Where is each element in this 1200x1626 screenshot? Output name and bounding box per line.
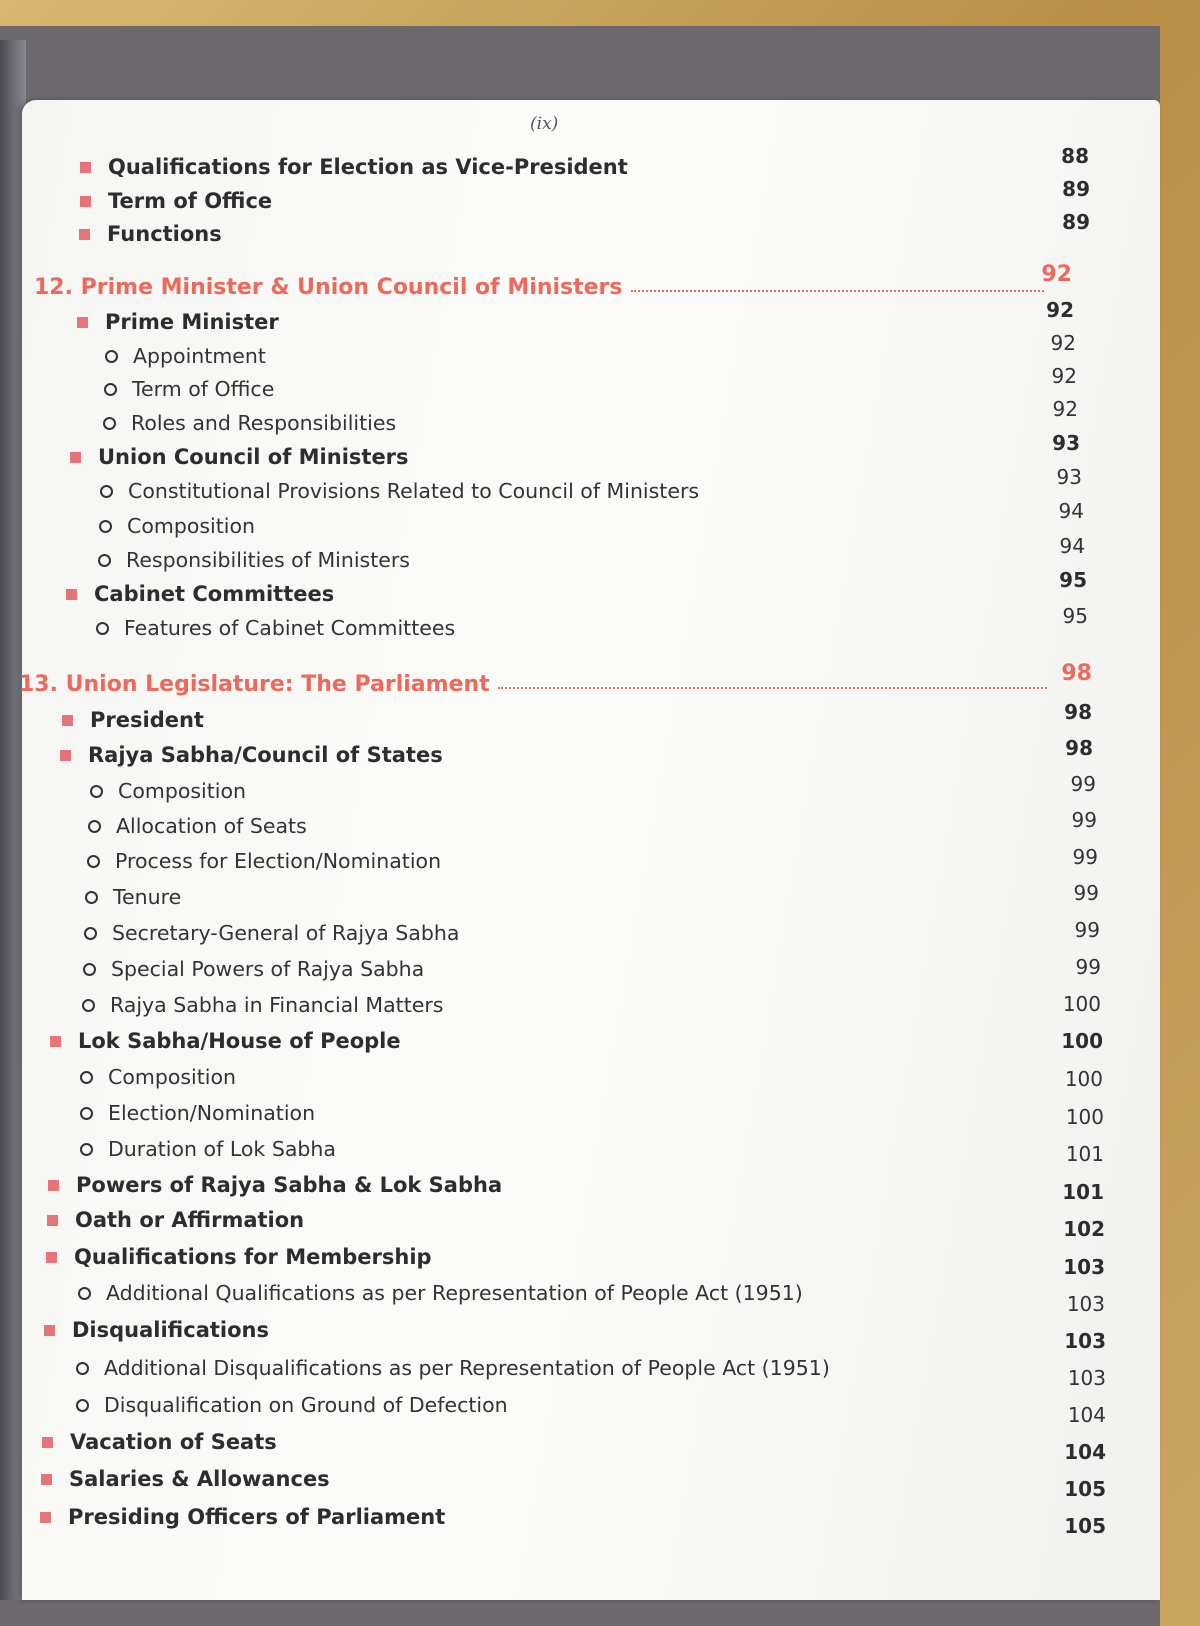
- toc-entry-label: Functions: [107, 222, 222, 246]
- toc-entry-label: Term of Office: [108, 189, 273, 213]
- square-bullet-icon: [80, 196, 91, 207]
- toc-entry-label: Qualifications for Election as Vice-President: [108, 155, 628, 179]
- toc-entry-page: 105: [1064, 1477, 1106, 1501]
- toc-subentry: [100, 476, 699, 506]
- toc-subentry: [90, 776, 246, 806]
- toc-subentry-label: Special Powers of Rajya Sabha: [111, 957, 425, 981]
- toc-subentry: [76, 1390, 508, 1420]
- toc-subentry: [99, 511, 255, 541]
- toc-entry-page: 93: [1052, 431, 1080, 455]
- square-bullet-icon: [41, 1474, 52, 1485]
- toc-subentry-label: Rajya Sabha in Financial Matters: [110, 993, 444, 1017]
- toc-chapter[interactable]: [19, 669, 1051, 699]
- toc-subentry: [85, 882, 181, 912]
- toc-subentry-label: Additional Disqualifications as per Representation of People Act (1951): [104, 1356, 830, 1380]
- square-bullet-icon: [47, 1215, 58, 1226]
- toc-entry-page: 94: [1058, 499, 1084, 523]
- toc-entry-page: 103: [1067, 1366, 1106, 1390]
- circle-bullet-icon: [88, 820, 101, 833]
- toc-subentry-label: Election/Nomination: [108, 1101, 316, 1125]
- leader-dots: [631, 290, 1045, 292]
- toc-entry-page: 100: [1062, 992, 1101, 1016]
- circle-bullet-icon: [76, 1399, 89, 1412]
- toc-subentry: [105, 341, 266, 371]
- square-bullet-icon: [40, 1512, 51, 1523]
- leader-dots: [498, 687, 1047, 689]
- chapter-title: 12. Prime Minister & Union Council of Ministers: [34, 274, 623, 300]
- toc-entry-label: Disqualifications: [72, 1318, 269, 1342]
- toc-entry-page: 103: [1063, 1255, 1105, 1279]
- toc-entry: [60, 740, 443, 770]
- circle-bullet-icon: [104, 383, 117, 396]
- toc-entry: [62, 705, 204, 735]
- square-bullet-icon: [79, 229, 90, 240]
- toc-subentry-label: Term of Office: [132, 377, 275, 401]
- toc-subentry-label: Allocation of Seats: [116, 814, 307, 838]
- toc-entry-page: 89: [1062, 210, 1090, 234]
- circle-bullet-icon: [103, 417, 116, 430]
- toc-entry: [70, 442, 409, 472]
- page-number-label: (ix): [530, 114, 559, 134]
- toc-entry-label: Vacation of Seats: [70, 1430, 277, 1454]
- toc-entry-page: 92: [1052, 397, 1078, 421]
- chapter-title: 13. Union Legislature: The Parliament: [19, 671, 490, 697]
- toc-entry: [66, 579, 334, 609]
- toc-subentry: [96, 613, 455, 643]
- toc-subentry-label: Features of Cabinet Committees: [124, 616, 456, 640]
- square-bullet-icon: [50, 1036, 61, 1047]
- toc-subentry-label: Composition: [118, 779, 247, 803]
- toc-entry-page: 103: [1066, 1292, 1105, 1316]
- toc-entry: [41, 1464, 330, 1494]
- toc-subentry-label: Disqualification on Ground of Defection: [104, 1393, 508, 1417]
- toc-subentry: [78, 1278, 803, 1308]
- toc-entry: [80, 186, 272, 216]
- toc-subentry: [84, 918, 459, 948]
- circle-bullet-icon: [80, 1071, 93, 1084]
- toc-chapter[interactable]: [34, 272, 1048, 302]
- toc-subentry-label: Roles and Responsibilities: [131, 411, 397, 435]
- toc-subentry-label: Composition: [108, 1065, 237, 1089]
- toc-entry-page: 95: [1059, 568, 1087, 592]
- square-bullet-icon: [66, 589, 77, 600]
- toc-subentry-label: Additional Qualifications as per Representation of People Act (1951): [106, 1281, 803, 1305]
- toc-entry-page: 101: [1065, 1142, 1104, 1166]
- circle-bullet-icon: [80, 1143, 93, 1156]
- toc-subentry: [80, 1098, 315, 1128]
- toc-subentry-label: Constitutional Provisions Related to Council of Ministers: [128, 479, 700, 503]
- toc-entry-page: 92: [1050, 331, 1076, 355]
- circle-bullet-icon: [80, 1107, 93, 1120]
- circle-bullet-icon: [78, 1287, 91, 1300]
- toc-subentry: [98, 545, 410, 575]
- toc-subentry-label: Secretary-General of Rajya Sabha: [112, 921, 460, 945]
- toc-entry-page: 103: [1064, 1329, 1106, 1353]
- toc-entry-page: 100: [1061, 1029, 1103, 1053]
- toc-entry-page: 100: [1064, 1067, 1103, 1091]
- toc-entry-page: 99: [1075, 955, 1101, 979]
- toc-entry-page: 102: [1063, 1217, 1105, 1241]
- circle-bullet-icon: [85, 891, 98, 904]
- toc-entry-page: 99: [1073, 881, 1099, 905]
- toc-entry-label: Rajya Sabha/Council of States: [88, 743, 443, 767]
- toc-entry-page: 94: [1059, 534, 1085, 558]
- toc-entry: [79, 219, 222, 249]
- square-bullet-icon: [46, 1252, 57, 1263]
- circle-bullet-icon: [96, 622, 109, 635]
- toc-entry: [42, 1427, 277, 1457]
- toc-subentry-label: Appointment: [133, 344, 266, 368]
- circle-bullet-icon: [76, 1362, 89, 1375]
- toc-entry: [44, 1315, 269, 1345]
- square-bullet-icon: [80, 162, 91, 173]
- toc-subentry: [87, 846, 441, 876]
- toc-subentry: [76, 1353, 830, 1383]
- square-bullet-icon: [60, 750, 71, 761]
- square-bullet-icon: [42, 1437, 53, 1448]
- toc-subentry: [83, 954, 424, 984]
- toc-entry: [77, 307, 279, 337]
- circle-bullet-icon: [82, 999, 95, 1012]
- square-bullet-icon: [62, 715, 73, 726]
- toc-entry-page: 99: [1072, 845, 1098, 869]
- circle-bullet-icon: [98, 554, 111, 567]
- square-bullet-icon: [48, 1180, 59, 1191]
- toc-entry-label: Salaries & Allowances: [69, 1467, 330, 1491]
- toc-entry-label: President: [90, 708, 204, 732]
- square-bullet-icon: [70, 452, 81, 463]
- toc-entry-page: 89: [1062, 177, 1090, 201]
- toc-entry: [50, 1026, 401, 1056]
- toc-entry-page: 104: [1064, 1440, 1106, 1464]
- toc-entry-page: 98: [1065, 736, 1093, 760]
- circle-bullet-icon: [90, 785, 103, 798]
- toc-entry-page: 105: [1064, 1514, 1106, 1538]
- chapter-page: 92: [1041, 262, 1072, 287]
- toc-subentry-label: Tenure: [113, 885, 182, 909]
- circle-bullet-icon: [100, 485, 113, 498]
- square-bullet-icon: [77, 317, 88, 328]
- toc-entry-label: Cabinet Committees: [94, 582, 335, 606]
- circle-bullet-icon: [87, 855, 100, 868]
- toc-entry-page: 98: [1064, 700, 1092, 724]
- circle-bullet-icon: [83, 963, 96, 976]
- toc-entry-page: 99: [1071, 808, 1097, 832]
- toc-entry-page: 88: [1061, 144, 1089, 168]
- circle-bullet-icon: [99, 520, 112, 533]
- toc-entry-label: Powers of Rajya Sabha & Lok Sabha: [76, 1173, 503, 1197]
- toc-entry: [40, 1502, 445, 1532]
- toc-subentry: [103, 408, 396, 438]
- circle-bullet-icon: [84, 927, 97, 940]
- toc-entry-page: 104: [1067, 1403, 1106, 1427]
- toc-entry-page: 95: [1062, 604, 1088, 628]
- toc-entry: [47, 1205, 304, 1235]
- toc-entry: [48, 1170, 502, 1200]
- toc-entry-label: Presiding Officers of Parliament: [68, 1505, 446, 1529]
- toc-subentry-label: Composition: [127, 514, 256, 538]
- toc-entry-label: Union Council of Ministers: [98, 445, 409, 469]
- toc-subentry-label: Duration of Lok Sabha: [108, 1137, 336, 1161]
- toc-subentry-label: Process for Election/Nomination: [115, 849, 442, 873]
- toc-subentry: [104, 374, 274, 404]
- toc-subentry: [80, 1062, 236, 1092]
- circle-bullet-icon: [105, 350, 118, 363]
- square-bullet-icon: [44, 1325, 55, 1336]
- toc-subentry: [88, 811, 307, 841]
- toc-subentry: [80, 1134, 336, 1164]
- toc-entry-page: 92: [1051, 364, 1077, 388]
- toc-entry-label: Qualifications for Membership: [74, 1245, 432, 1269]
- toc-entry-page: 100: [1065, 1105, 1104, 1129]
- toc-entry-label: Prime Minister: [105, 310, 279, 334]
- toc-entry-label: Oath or Affirmation: [75, 1208, 305, 1232]
- chapter-page: 98: [1061, 661, 1092, 686]
- toc-subentry: [82, 990, 443, 1020]
- toc-entry-page: 99: [1074, 918, 1100, 942]
- toc-entry-page: 99: [1070, 772, 1096, 796]
- toc-entry: [80, 152, 628, 182]
- toc-entry-label: Lok Sabha/House of People: [78, 1029, 401, 1053]
- toc-subentry-label: Responsibilities of Ministers: [126, 548, 410, 572]
- toc-entry-page: 93: [1056, 465, 1082, 489]
- toc-entry-page: 101: [1062, 1180, 1104, 1204]
- toc-entry: [46, 1242, 432, 1272]
- toc-entry-page: 92: [1046, 298, 1074, 322]
